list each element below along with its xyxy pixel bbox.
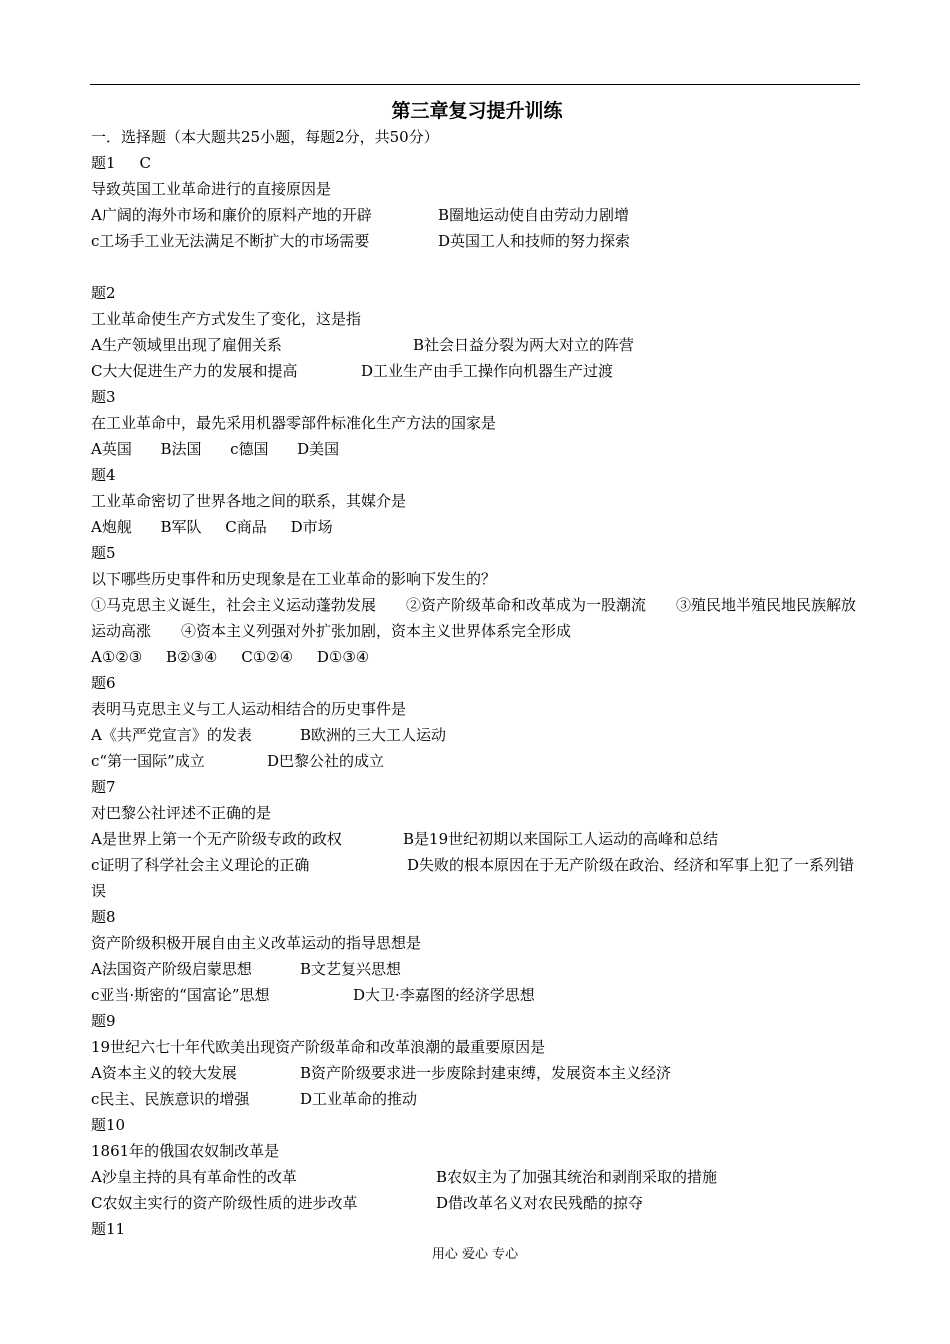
option-a: A广阔的海外市场和廉价的原料产地的开辟	[91, 206, 372, 224]
option-b: B是19世纪初期以来国际工人运动的高峰和总结	[403, 830, 719, 848]
options-row	[91, 956, 863, 982]
question-8-header: 题8	[91, 908, 116, 926]
option-a: A资本主义的较大发展	[91, 1064, 237, 1082]
option-d: D借改革名义对农民残酷的掠夺	[436, 1194, 644, 1212]
option-d: D大卫·李嘉图的经济学思想	[353, 986, 535, 1004]
question-6-header: 题6	[91, 674, 116, 692]
options-row: A炮舰 B军队 C商品 D市场	[91, 518, 333, 536]
question-body: ①马克思主义诞生，社会主义运动蓬勃发展 ②资产阶级革命和改革成为一股潮流 ③殖民地半殖民地民族解放运动高涨 ④资本主义列强对外扩张加剧，资本主义世界体系完全形成	[91, 596, 857, 640]
option-d: D工业革命的推动	[300, 1090, 418, 1108]
question-stem: 19世纪六七十年代欧美出现资产阶级革命和改革浪潮的最重要原因是	[91, 1038, 546, 1056]
options-row	[91, 332, 863, 358]
options-row	[91, 358, 863, 384]
options-row	[91, 202, 863, 228]
question-3-header: 题3	[91, 388, 116, 406]
options-row: A①②③ B②③④ C①②④ D①③④	[91, 648, 370, 666]
question-9-header: 题9	[91, 1012, 116, 1030]
section-heading: 一．选择题（本大题共25小题，每题2分，共50分）	[91, 128, 439, 146]
question-stem: 对巴黎公社评述不正确的是	[91, 804, 272, 822]
option-b: B欧洲的三大工人运动	[300, 726, 447, 744]
question-stem: 以下哪些历史事件和历史现象是在工业革命的影响下发生的？	[91, 570, 497, 588]
option-c: C大大促进生产力的发展和提高	[91, 362, 298, 380]
options-row	[91, 722, 863, 748]
question-10-header: 题10	[91, 1116, 126, 1134]
header-rule	[90, 84, 860, 85]
option-d: D工业生产由手工操作向机器生产过渡	[361, 362, 614, 380]
option-c: c民主、民族意识的增强	[91, 1090, 250, 1108]
option-c: C农奴主实行的资产阶级性质的进步改革	[91, 1194, 358, 1212]
option-c: c“第一国际”成立	[91, 752, 205, 770]
options-row	[91, 1190, 863, 1216]
options-row	[91, 748, 863, 774]
option-c: c工场手工业无法满足不断扩大的市场需要	[91, 232, 370, 250]
blank-line	[91, 254, 863, 280]
page-title: 第三章复习提升训练	[391, 100, 563, 122]
question-2-header: 题2	[91, 284, 116, 302]
question-11-header: 题11	[91, 1220, 126, 1238]
option-d: D失败的根本原因在于无产阶级在政治、经济和军事上犯了一系列错误	[91, 856, 855, 900]
question-label: 题1	[91, 154, 116, 172]
options-row	[91, 1164, 863, 1190]
question-7-header: 题7	[91, 778, 116, 796]
options-row	[91, 852, 863, 904]
question-stem: 工业革命使生产方式发生了变化，这是指	[91, 310, 362, 328]
option-d: D巴黎公社的成立	[267, 752, 385, 770]
options-row: A英国 B法国 c德国 D美国	[91, 440, 340, 458]
question-stem: 工业革命密切了世界各地之间的联系，其媒介是	[91, 492, 407, 510]
option-a: A法国资产阶级启蒙思想	[91, 960, 252, 978]
document-body	[91, 98, 863, 1242]
options-row	[91, 1060, 863, 1086]
page-footer: 用心 爱心 专心	[431, 1247, 519, 1262]
option-c: c证明了科学社会主义理论的正确	[91, 856, 310, 874]
option-b: B社会日益分裂为两大对立的阵营	[413, 336, 635, 354]
options-row	[91, 228, 863, 254]
question-1-header	[91, 150, 863, 176]
question-5-header: 题5	[91, 544, 116, 562]
option-b: B资产阶级要求进一步废除封建束缚，发展资本主义经济	[300, 1064, 672, 1082]
answer-key: C	[139, 154, 152, 172]
options-row	[91, 982, 863, 1008]
question-stem: 表明马克思主义与工人运动相结合的历史事件是	[91, 700, 407, 718]
question-stem: 在工业革命中，最先采用机器零部件标准化生产方法的国家是	[91, 414, 497, 432]
question-stem: 1861年的俄国农奴制改革是	[91, 1142, 280, 1160]
question-stem: 导致英国工业革命进行的直接原因是	[91, 180, 332, 198]
question-4-header: 题4	[91, 466, 116, 484]
options-row	[91, 1086, 863, 1112]
option-d: D英国工人和技师的努力探索	[438, 232, 631, 250]
option-a: A是世界上第一个无产阶级专政的政权	[91, 830, 342, 848]
option-a: A沙皇主持的具有革命性的改革	[91, 1168, 297, 1186]
option-a: A《共严党宣言》的发表	[91, 726, 252, 744]
options-row	[91, 826, 863, 852]
option-a: A生产领域里出现了雇佣关系	[91, 336, 282, 354]
option-b: B文艺复兴思想	[300, 960, 402, 978]
option-c: c亚当·斯密的“国富论”思想	[91, 986, 270, 1004]
question-stem: 资产阶级积极开展自由主义改革运动的指导思想是	[91, 934, 422, 952]
option-b: B农奴主为了加强其统治和剥削采取的措施	[436, 1168, 718, 1186]
option-b: B圈地运动使自由劳动力剧增	[438, 206, 630, 224]
